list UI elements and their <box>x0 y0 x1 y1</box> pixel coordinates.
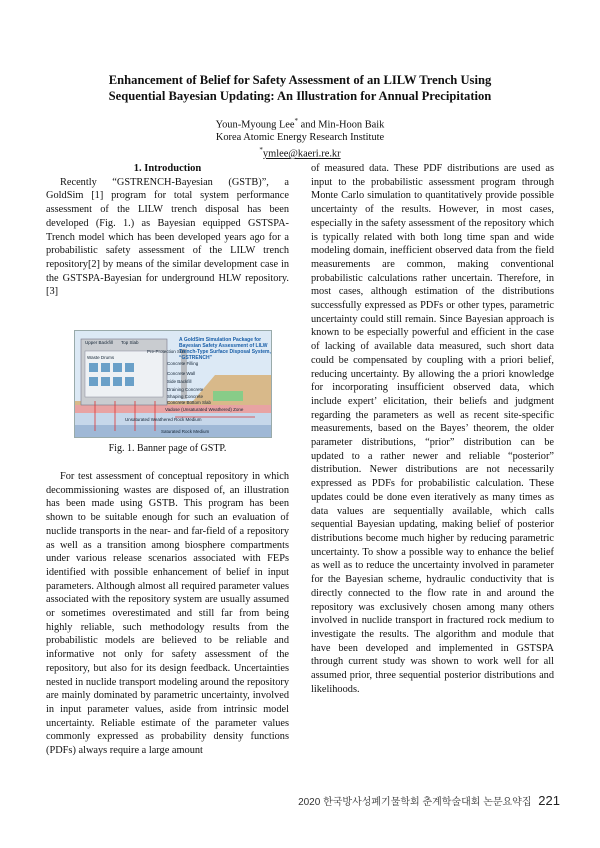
email-line: *ymlee@kaeri.re.kr <box>259 146 341 160</box>
authors: Youn-Myoung Lee* and Min-Hoon Baik <box>215 117 385 131</box>
figure-label: Top Slab <box>121 340 139 345</box>
author-block <box>40 115 560 161</box>
email-link[interactable]: ymlee@kaeri.re.kr <box>262 148 341 160</box>
figure-label: Waste Drums <box>87 355 115 360</box>
figure-label: Unsaturated Weathered Rock Medium <box>125 417 202 422</box>
left-column-lower <box>46 470 289 758</box>
left-column <box>46 162 289 299</box>
figure-caption: Fig. 1. Banner page of GSTP. <box>108 443 227 454</box>
figure-label: Concrete Filling <box>167 361 199 366</box>
figure-label: Saturated Rock Medium <box>161 429 210 434</box>
figure-label: Concrete Wall <box>167 371 196 376</box>
section-heading: 1. Introduction <box>133 163 202 174</box>
affiliation: Korea Atomic Energy Research Institute <box>215 132 385 144</box>
page-footer <box>298 793 560 808</box>
figure-banner <box>74 330 272 438</box>
intro-paragraph-2: For test assessment of conceptual repository in which decommissioning wastes are disposed of, an illustration has been made using GSTB. This program has been shown to be suitable enough for such an evaluation of nuclide transports in the near- and far-field of a repository as well as a transition among biosphere compartments under various release scenarios associated with FEPs identified with possible enhancement of belief in input parameters. Although almost all required parameter values associated with the repository system are usually assumed or sometimes overestimated and still far from being highly reliable, such methodology results from the probabilistic models are believed to be reliable and informative not only for safety assessment of the repository, but also for its design feedback. Uncertainties nested in nuclide transport modeling around the repository are mainly dominated by parametric uncertainty, involved in input parameter values, aside from intrinsic model uncertainty. Reliable estimate of the parameter values commonly expressed as probability density functions (PDFs) always require a large amount <box>46 471 289 757</box>
figure-label: Shaping Concrete <box>167 394 204 399</box>
figure-label: Vadose (Unsaturated Weathered) Zone <box>165 407 244 412</box>
figure-label: Concrete Bottom Slab <box>167 400 212 405</box>
banner-title: A GoldSim Simulation Package for Bayesian Safety Assessment of LILW Trench-Type Surface Disposal System, “GSTRENCH” <box>179 337 271 361</box>
title-line-2: Sequential Bayesian Updating: An Illustration for Annual Precipitation <box>108 89 492 103</box>
right-column <box>311 162 554 696</box>
figure-label: Upper Backfill <box>85 340 113 345</box>
figure-label: Side Backfill <box>167 379 192 384</box>
figure-label: Draining Concrete <box>167 387 204 392</box>
paper-title <box>40 72 560 104</box>
intro-paragraph-3: of measured data. These PDF distributions are used as input to the probabilistic assessment program through Monte Carlo simulation to quantitatively provide possible uncertainty of the results. However, in most cases, especially in the safety assessment of the repository which is typically related with both long time span and wide modeling domain, inefficient observed data from the field measurements are common, making conventional probabilistic calculations rather uncertain. Therefore, in most cases, although estimation of the distributions successfully expressed as PDFs or other types, parametric uncertainty could still remain. Since Bayesian approach is known to be especially powerful and efficient in the case of lacking of available data measured, such short data could be compensated by coupling with a priori belief, reducing uncertainty. By allowing the a priori knowledge for incorporating insufficient observed data, which include expert’ elicitation, their beliefs and judgment regarding the parameters as well as recent site-specific measurements, based on the Bayes’ theorem, the older parameter distributions, “prior” distribution can be updated to a rather newer and reliable “posterior” distribution. Newer distributions are not necessarily expressed as PDFs for probabilistic calculation. These updates could be done even iteratively as many times as data values are sequentially available, which calls sequential Bayesian updating, making belief of posterior distributions become much higher by reducing parametric uncertainty. To show a possible way to enhance the belief as well as to reduce the uncertainty involved in parameter for the Bayesian scheme, hydraulic conductivity that is directly connected to the flow rate in and around the repository was exclusively chosen among many others involved in nuclide transport in fractured rock medium to investigate the results. The algorithm and module that have been developed and implemented in GSTSPA through current study was shown to work well for all assumed prior, three sequential posterior distributions and likelihoods. <box>311 163 554 695</box>
intro-paragraph-1: Recently “GSTRENCH-Bayesian (GSTB)”, a GoldSim [1] program for total system performance assessment of the LILW trench disposal has been developed (Fig. 1.) as Bayesian equipped GSTSPA-Trench model which has been developed years ago for a probabilistic safety assessment of the LILW trench repository[2] by means of the similar development case in the GSTSPA-Bayesian for underground HLW repository.[3] <box>46 176 289 298</box>
conference-name: 2020 한국방사성폐기물학회 춘계학술대회 논문요약집 <box>298 797 532 808</box>
page-number: 221 <box>538 793 560 808</box>
title-line-1: Enhancement of Belief for Safety Assessment of an LILW Trench Using <box>108 73 492 87</box>
figure-label: Pre-Protection Soil <box>147 349 185 354</box>
